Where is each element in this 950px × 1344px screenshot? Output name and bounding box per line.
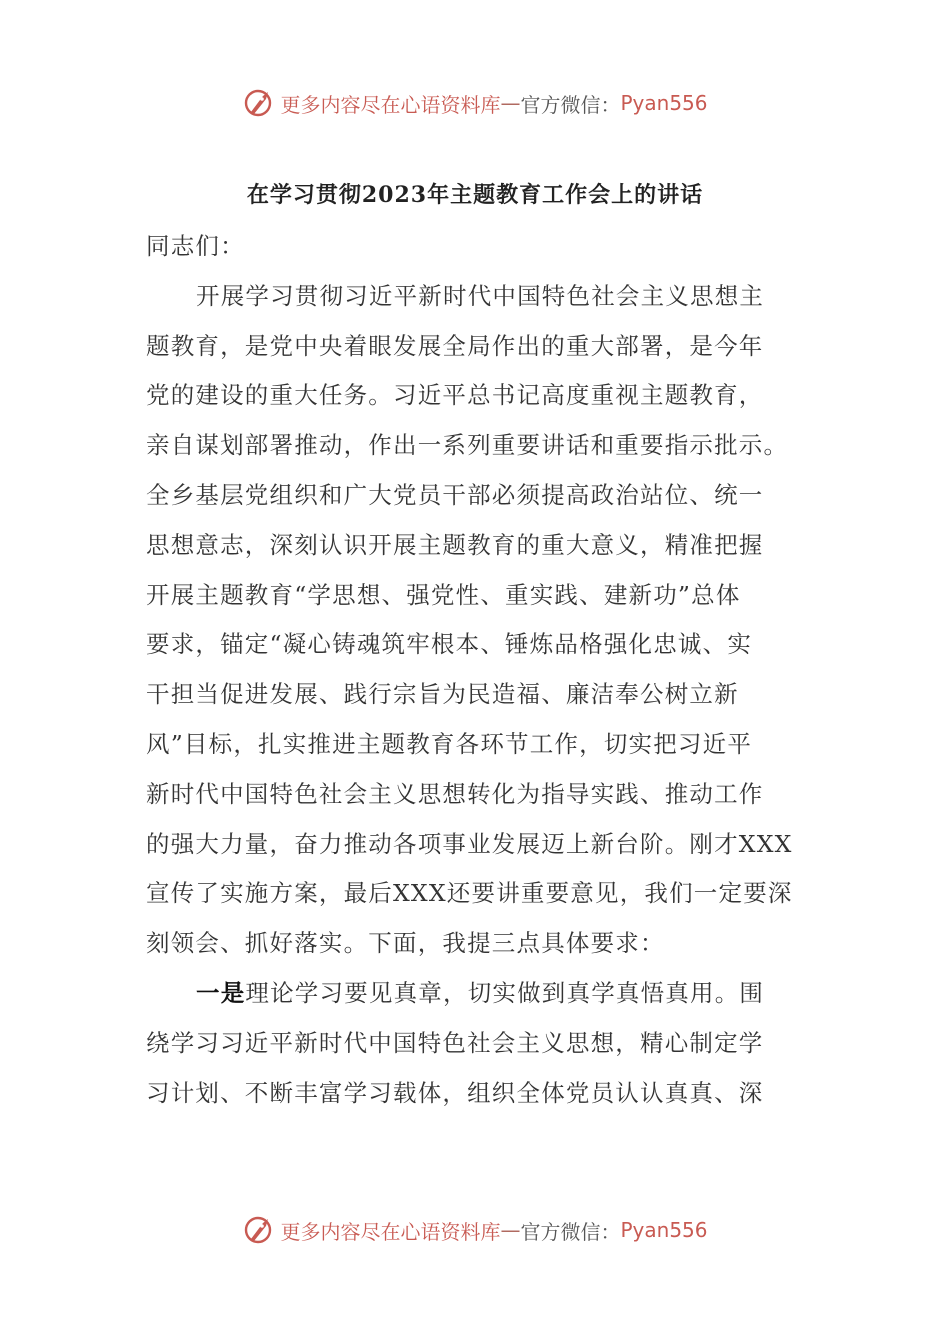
paragraph-line: 新时代中国特色社会主义思想转化为指导实践、推动工作: [146, 779, 764, 808]
paragraph-line: 思想意志，深刻认识开展主题教育的重大意义，精准把握: [146, 530, 764, 559]
paragraph-line: 绕学习习近平新时代中国特色社会主义思想，精心制定学: [146, 1028, 764, 1057]
document-title: 在学习贯彻2023年主题教育工作会上的讲话: [246, 182, 704, 208]
paragraph-line: 要求，锚定“凝心铸魂筑牢根本、锤炼品格强化忠诚、实: [146, 630, 753, 659]
banner-contact-label: 官方微信：: [520, 1219, 621, 1244]
point-one-text: 理论学习要见真章，切实做到真学真悟真用。围: [245, 978, 765, 1007]
paragraph-line: 全乡基层党组织和广大党员干部必须提高政治站位、统一: [146, 480, 764, 509]
banner-contact-label: 官方微信：: [520, 92, 621, 117]
paragraph-line: 题教育，是党中央着眼发展全局作出的重大部署，是今年: [146, 331, 764, 360]
point-one-line: [146, 969, 806, 1019]
salutation: 同志们：: [146, 232, 245, 260]
pen-nib-circle-icon: [242, 1213, 276, 1247]
banner-contact-id: Pyan556: [620, 1218, 708, 1242]
paragraph-line: 党的建设的重大任务。习近平总书记高度重视主题教育，: [146, 381, 764, 410]
pen-nib-circle-icon: [242, 86, 276, 120]
banner-contact-id: Pyan556: [620, 91, 708, 115]
paragraph-line: 开展主题教育“学思想、强党性、重实践、建新功”总体: [146, 580, 741, 609]
paragraph-line: 的强大力量，奋力推动各项事业发展迈上新台阶。刚才XXX: [146, 829, 793, 858]
banner-dash: —: [500, 91, 521, 115]
paragraph-line: 亲自谋划部署推动，作出一系列重要讲话和重要指示批示。: [146, 431, 789, 460]
footer-banner: [0, 1210, 950, 1250]
banner-dash: —: [500, 1218, 521, 1242]
point-one-lead: 一是: [196, 978, 246, 1007]
document-body: [146, 222, 806, 1118]
banner-brand: 更多内容尽在心语资料库: [280, 92, 501, 117]
paragraph-line: 干担当促进发展、践行宗旨为民造福、廉洁奉公树立新: [146, 680, 739, 709]
paragraph-line: 习计划、不断丰富学习载体，组织全体党员认认真真、深: [146, 1078, 764, 1107]
paragraph-line: 开展学习贯彻习近平新时代中国特色社会主义思想主: [196, 281, 765, 310]
header-banner: [0, 83, 950, 123]
banner-brand: 更多内容尽在心语资料库: [280, 1219, 501, 1244]
paragraph-line: 宣传了实施方案，最后XXX还要讲重要意见，我们一定要深: [146, 879, 793, 908]
paragraph-line: 风”目标，扎实推进主题教育各环节工作，切实把习近平: [146, 729, 753, 758]
paragraph-line: 刻领会、抓好落实。下面，我提三点具体要求：: [146, 929, 665, 958]
